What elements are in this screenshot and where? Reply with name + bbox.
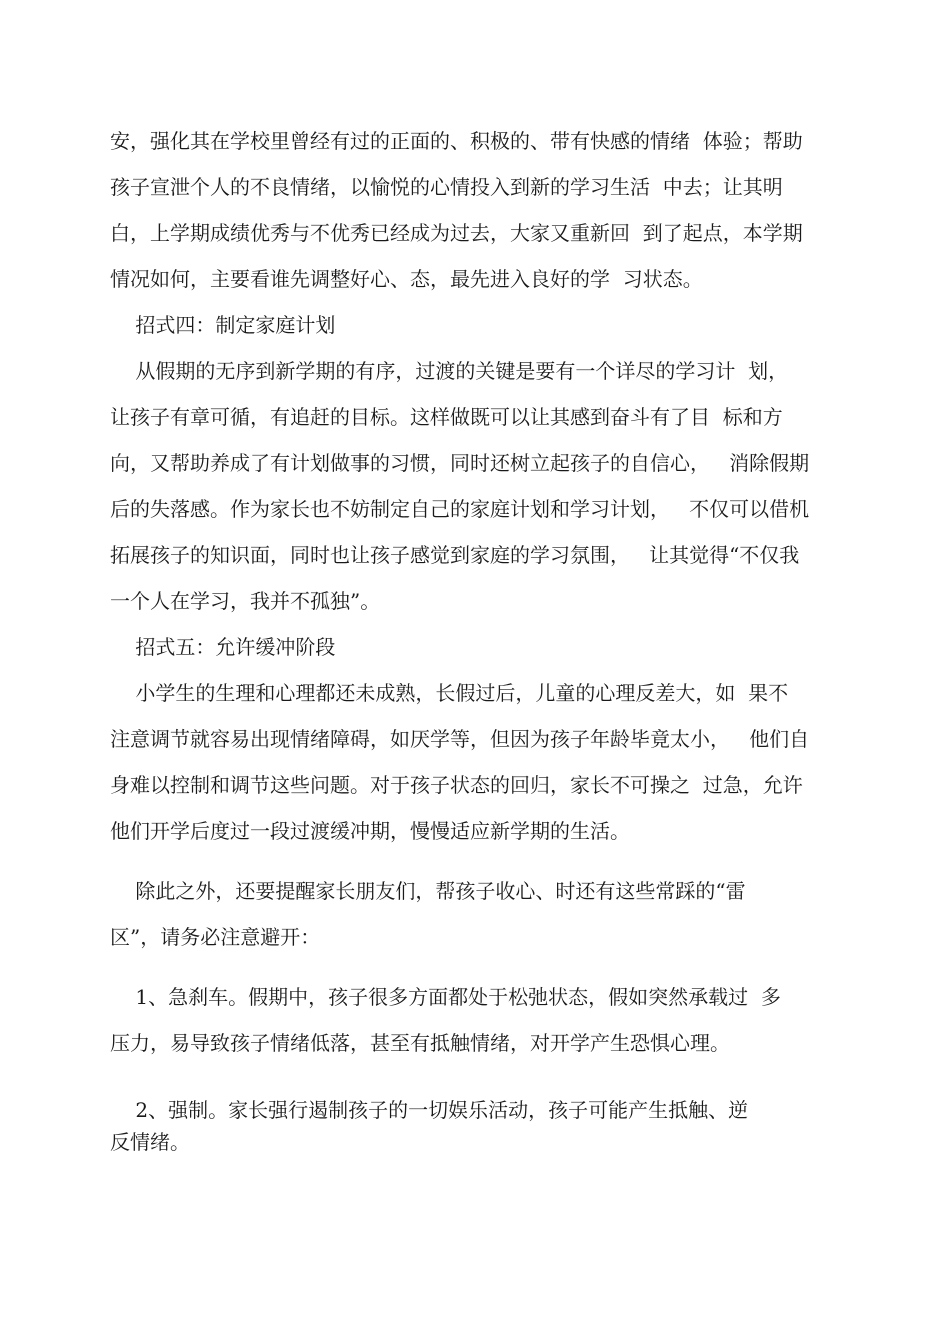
- text-line: 拓展孩子的知识面，同时也让孩子感觉到家庭的学习氛围， 让其觉得“不仅我: [110, 543, 800, 567]
- text-line: 向，又帮助养成了有计划做事的习惯，同时还树立起孩子的自信心， 消除假期: [110, 451, 810, 475]
- heading-text: 招式四：制定家庭计划: [110, 313, 336, 337]
- text-line: 区”，请务必注意避开：: [110, 925, 321, 949]
- paragraph-3: [110, 670, 850, 854]
- text-line: 白，上学期成绩优秀与不优秀已经成为过去，大家又重新回 到了起点，本学期: [110, 221, 803, 245]
- text-line: 孩子宣泄个人的不良情绪，以愉悦的心情投入到新的学习生活 中去；让其明: [110, 175, 783, 199]
- heading-method-4: [110, 302, 850, 348]
- text-line: 身难以控制和调节这些问题。对于孩子状态的回归，家长不可操之 过急，允许: [110, 773, 803, 797]
- text-line: 除此之外，还要提醒家长朋友们，帮孩子收心、时还有这些常踩的“雷: [110, 879, 746, 903]
- text-line: 安，强化其在学校里曾经有过的正面的、积极的、带有快感的情绪 体验；帮助: [110, 129, 803, 153]
- text-line: 注意调节就容易出现情绪障碍，如厌学等，但因为孩子年龄毕竟太小， 他们自: [110, 727, 810, 751]
- text-line: 后的失落感。作为家长也不妨制定自己的家庭计划和学习计划， 不仅可以借机: [110, 497, 810, 521]
- paragraph-2: [110, 348, 850, 624]
- paragraph-4: [110, 868, 850, 960]
- heading-method-5: [110, 624, 850, 670]
- text-line: 1、急刹车。假期中，孩子很多方面都处于松弛状态，假如突然承载过 多: [110, 985, 781, 1009]
- heading-text: 招式五：允许缓冲阶段: [110, 635, 336, 659]
- list-item-1: [110, 974, 850, 1066]
- text-line: 情况如何，主要看谁先调整好心、态，最先进入良好的学 习状态。: [110, 267, 703, 291]
- list-item-2: [110, 1094, 850, 1158]
- paragraph-1: [110, 118, 850, 302]
- text-line: 一个人在学习，我并不孤独”。: [110, 589, 381, 613]
- text-line: 压力，易导致孩子情绪低落，甚至有抵触情绪，对开学产生恐惧心理。: [110, 1031, 730, 1055]
- text-line: 从假期的无序到新学期的有序，过渡的关键是要有一个详尽的学习计 划，: [110, 359, 789, 383]
- text-line: 他们开学后度过一段过渡缓冲期，慢慢适应新学期的生活。: [110, 819, 630, 843]
- text-line: 反情绪。: [110, 1130, 190, 1154]
- text-line: 让孩子有章可循，有追赶的目标。这样做既可以让其感到奋斗有了目 标和方: [110, 405, 783, 429]
- text-line: 小学生的生理和心理都还未成熟，长假过后，儿童的心理反差大，如 果不: [110, 681, 789, 705]
- text-line: 2、强制。家长强行遏制孩子的一切娱乐活动，孩子可能产生抵触、逆: [110, 1098, 749, 1122]
